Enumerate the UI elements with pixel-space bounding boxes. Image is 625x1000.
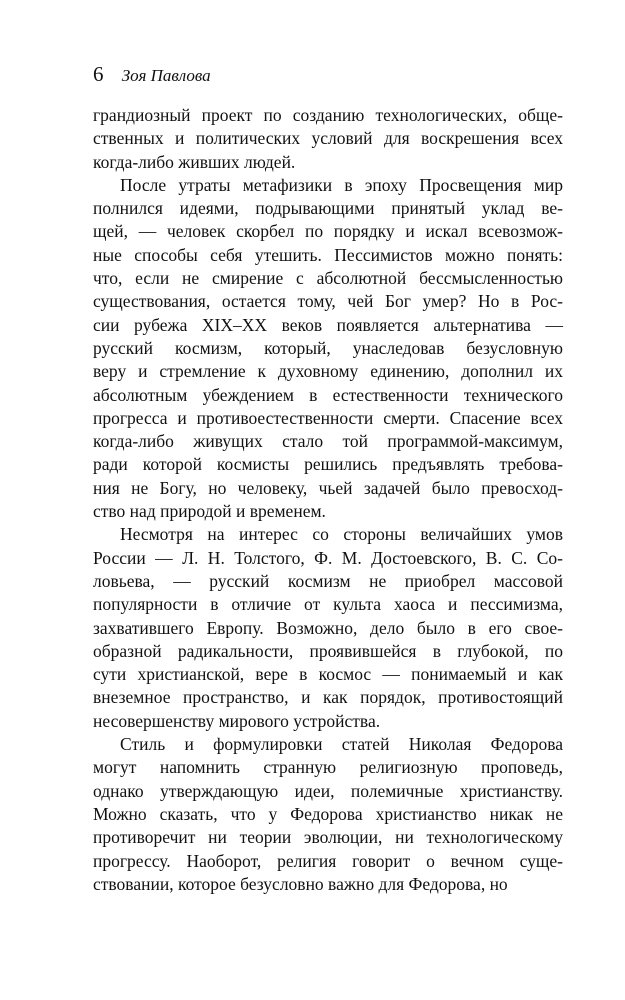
text-line: что, если не смирение с абсолютной бессмысленностью (93, 268, 563, 289)
running-head-author: Зоя Павлова (121, 66, 211, 85)
text-line: сии рубежа XIX–XX веков появляется альтернатива — (93, 314, 563, 335)
text-line: грандиозный проект по созданию технологических, обще- (93, 105, 563, 125)
text-line: ные способы себя утешить. Пессимистов можно понять: (93, 244, 563, 265)
text-line: когда-либо живших людей. (93, 151, 296, 172)
text-line: Можно сказать, что у Федорова христианство никак не (93, 803, 563, 824)
text-line: однако утверждающую идеи, полемичные христианству. (93, 780, 563, 801)
running-head (93, 62, 211, 88)
text-line: ради которой космисты решились предъявлять требова- (93, 454, 563, 475)
text-line: После утраты метафизики в эпоху Просвещения мир (120, 174, 563, 195)
text-line: популярности в отличие от культа хаоса и пессимизма, (93, 594, 563, 615)
text-line: ственных и политических условий для воскрешения всех (93, 128, 563, 149)
text-line: щей, — человек скорбел по порядку и искал всевозмож- (93, 221, 563, 242)
body-text (93, 104, 563, 896)
text-line: ловьева, — русский космизм не приобрел массовой (93, 570, 563, 591)
text-line: внеземное пространство, и как порядок, противостоящий (93, 687, 563, 708)
text-line: несовершенству мирового устройства. (93, 710, 381, 731)
paragraph (93, 104, 563, 174)
text-line: когда-либо живущих стало той программой-максимум, (93, 431, 563, 452)
text-line: сути христианской, вере в космос — понимаемый и как (93, 664, 563, 685)
text-line: ство над природой и временем. (93, 501, 326, 522)
text-line: полнился идеями, подрывающими принятый уклад ве- (93, 198, 563, 219)
text-line: прогресса и противоестественности смерти. Спасение всех (93, 407, 563, 428)
text-line: русский космизм, который, унаследовав безусловную (93, 337, 563, 358)
page-number: 6 (93, 62, 104, 86)
text-line: Несмотря на интерес со стороны величайших умов (120, 524, 563, 545)
text-line: противоречит ни теории эволюции, ни технологическому (93, 827, 563, 848)
text-line: России — Л. Н. Толстого, Ф. М. Достоевского, В. С. Со- (93, 547, 563, 568)
paragraph (93, 733, 563, 896)
text-line: Стиль и формулировки статей Николая Федорова (120, 734, 563, 755)
paragraph (93, 523, 563, 733)
text-line: существования, остается тому, чей Бог умер? Но в Рос- (93, 291, 563, 312)
paragraph (93, 174, 563, 523)
text-line: могут напомнить странную религиозную проповедь, (93, 757, 563, 778)
text-line: ствовании, которое безусловно важно для Федорова, но (93, 873, 508, 894)
text-line: абсолютным убеждением в естественности технического (93, 384, 563, 405)
text-line: образной радикальности, проявившейся в глубокой, по (93, 640, 563, 661)
text-line: ния не Богу, но человеку, чьей задачей было превосход- (93, 477, 563, 498)
text-line: веру и стремление к духовному единению, дополнил их (93, 361, 563, 382)
text-line: прогрессу. Наоборот, религия говорит о вечном суще- (93, 850, 563, 871)
text-line: захватившего Европу. Возможно, дело было в его свое- (93, 617, 563, 638)
